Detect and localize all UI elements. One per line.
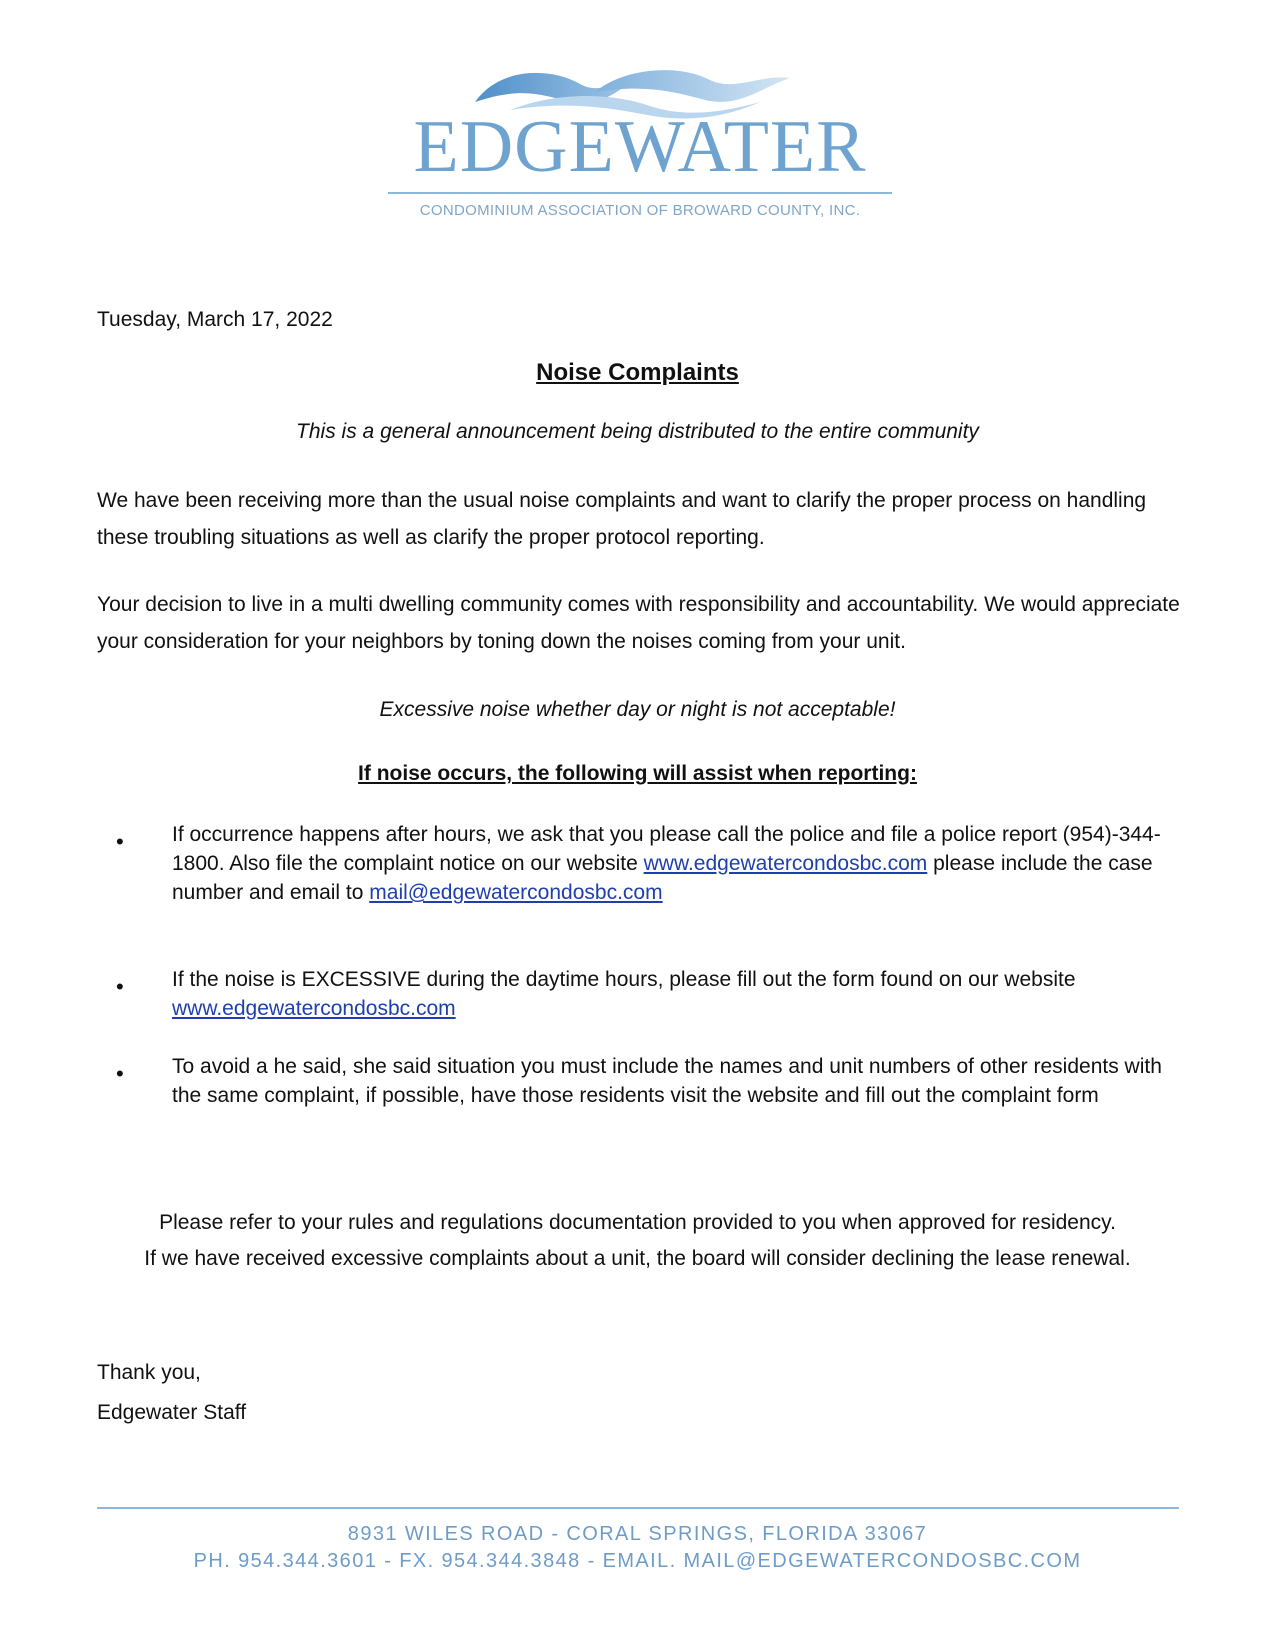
letterhead-divider <box>388 192 892 194</box>
footer-contact: PH. 954.344.3601 - FX. 954.344.3848 - EMAIL. MAIL@EDGEWATERCONDOSBC.COM <box>193 1550 1082 1572</box>
bullet-text: If occurrence happens after hours, we ask that you please call the police and file a police report (954)-344-1800. Also file the complaint notice on our website <box>172 823 1161 875</box>
footer-divider <box>97 1507 1179 1509</box>
intro-statement: This is a general announcement being distributed to the entire community <box>296 420 979 443</box>
email-link[interactable]: mail@edgewatercondosbc.com <box>369 881 663 904</box>
website-link[interactable]: www.edgewatercondosbc.com <box>172 997 456 1020</box>
organization-name: EDGEWATER <box>413 106 867 188</box>
sign-off: Thank you, <box>97 1361 201 1384</box>
closing-line-2: If we have received excessive complaints about a unit, the board will consider declining the lease renewal. <box>144 1247 1131 1270</box>
letterhead-logo <box>380 62 900 222</box>
organization-subtitle: CONDOMINIUM ASSOCIATION OF BROWARD COUNTY, INC. <box>419 202 861 219</box>
bullet-text: To avoid a he said, she said situation you must include the names and unit numbers of other residents with the same complaint, if possible, have those residents visit the website and fill out the complaint form <box>172 1055 1162 1107</box>
letter-title: Noise Complaints <box>536 359 739 386</box>
list-item <box>172 965 1182 1023</box>
paragraph-2: Your decision to live in a multi dwelling community comes with responsibility and accountability. We would appreciate your consideration for your neighbors by toning down the noises coming from your unit. <box>97 593 1180 653</box>
list-item <box>172 1052 1182 1110</box>
bullet-text: If the noise is EXCESSIVE during the daytime hours, please fill out the form found on our website <box>172 968 1076 991</box>
bullet-marker: • <box>116 829 124 854</box>
footer-address: 8931 WILES ROAD - CORAL SPRINGS, FLORIDA 33067 <box>347 1523 928 1545</box>
reporting-heading: If noise occurs, the following will assist when reporting: <box>358 762 917 785</box>
website-link[interactable]: www.edgewatercondosbc.com <box>643 852 928 875</box>
list-item <box>172 820 1182 907</box>
closing-line-1: Please refer to your rules and regulations documentation provided to you when approved for residency. <box>159 1211 1116 1234</box>
bullet-text: please include the case number and email to <box>172 852 1153 904</box>
paragraph-1: We have been receiving more than the usual noise complaints and want to clarify the proper process on handling these troubling situations as well as clarify the proper protocol reporting. <box>97 489 1147 549</box>
signature: Edgewater Staff <box>97 1401 247 1424</box>
bullet-marker: • <box>116 974 124 999</box>
letter-date: Tuesday, March 17, 2022 <box>97 308 333 331</box>
noise-warning: Excessive noise whether day or night is not acceptable! <box>379 698 896 721</box>
bullet-marker: • <box>116 1061 124 1086</box>
